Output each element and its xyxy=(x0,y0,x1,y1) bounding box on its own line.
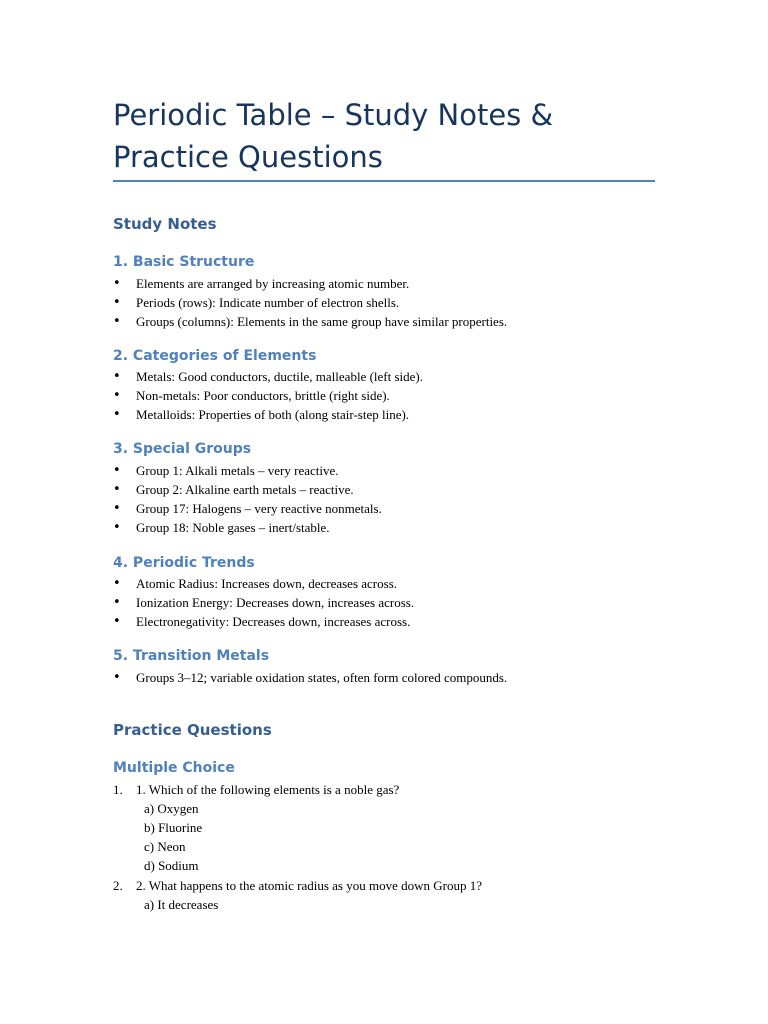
answer-option: a) It decreases xyxy=(144,897,219,912)
list-item: • Periods (rows): Indicate number of electron shells. xyxy=(113,295,400,310)
study-notes-heading: Study Notes xyxy=(113,215,217,233)
list-item: • Group 2: Alkaline earth metals – reactive. xyxy=(113,482,354,497)
bullet-icon: • xyxy=(113,276,121,291)
bullet-list-special-groups xyxy=(113,461,713,537)
bullet-icon: • xyxy=(113,369,121,384)
list-item: • Groups 3–12; variable oxidation states, often form colored compounds. xyxy=(113,670,508,685)
bullet-icon: • xyxy=(113,595,121,610)
list-item: • Metalloids: Properties of both (along stair-step line). xyxy=(113,407,410,422)
bullet-icon: • xyxy=(113,388,121,403)
list-item: • Group 1: Alkali metals – very reactive. xyxy=(113,463,339,478)
bullet-icon: • xyxy=(113,670,121,685)
list-item: • Ionization Energy: Decreases down, increases across. xyxy=(113,595,415,610)
section-heading-transition-metals: 5. Transition Metals xyxy=(113,648,270,664)
list-item: • Metals: Good conductors, ductile, malleable (left side). xyxy=(113,369,423,384)
title-divider xyxy=(113,180,655,182)
section-heading-basic-structure: 1. Basic Structure xyxy=(113,254,255,270)
bullet-list-transition-metals xyxy=(113,668,713,687)
bullet-icon: • xyxy=(113,407,121,422)
bullet-icon: • xyxy=(113,520,121,535)
practice-questions-heading: Practice Questions xyxy=(113,721,272,739)
list-item: • Non-metals: Poor conductors, brittle (right side). xyxy=(113,388,390,403)
question-number: 2. xyxy=(113,878,123,893)
bullet-list-basic-structure xyxy=(113,274,713,331)
bullet-icon: • xyxy=(113,482,121,497)
bullet-list-periodic-trends xyxy=(113,574,713,631)
list-item: • Elements are arranged by increasing atomic number. xyxy=(113,276,410,291)
list-item: • Electronegativity: Decreases down, increases across. xyxy=(113,614,411,629)
bullet-list-categories xyxy=(113,367,713,424)
question-text: 1. Which of the following elements is a noble gas? xyxy=(136,782,400,797)
bullet-icon: • xyxy=(113,501,121,516)
answer-option: c) Neon xyxy=(144,839,186,854)
list-item: • Atomic Radius: Increases down, decreases across. xyxy=(113,576,397,591)
question-1 xyxy=(113,780,399,799)
bullet-icon: • xyxy=(113,576,121,591)
bullet-icon: • xyxy=(113,463,121,478)
list-item: • Group 17: Halogens – very reactive nonmetals. xyxy=(113,501,382,516)
answer-option: a) Oxygen xyxy=(144,801,199,816)
list-item: • Groups (columns): Elements in the same group have similar properties. xyxy=(113,314,508,329)
section-heading-periodic-trends: 4. Periodic Trends xyxy=(113,555,255,571)
question-number: 1. xyxy=(113,782,123,797)
question-text: 2. What happens to the atomic radius as you move down Group 1? xyxy=(136,878,482,893)
list-item: • Group 18: Noble gases – inert/stable. xyxy=(113,520,330,535)
section-heading-special-groups: 3. Special Groups xyxy=(113,441,252,457)
bullet-icon: • xyxy=(113,614,121,629)
bullet-icon: • xyxy=(113,295,121,310)
multiple-choice-heading: Multiple Choice xyxy=(113,760,235,776)
bullet-icon: • xyxy=(113,314,121,329)
document-title: Periodic Table – Study Notes & Practice Questions xyxy=(113,98,554,174)
answer-option: d) Sodium xyxy=(144,858,199,873)
question-2 xyxy=(113,876,482,895)
section-heading-categories: 2. Categories of Elements xyxy=(113,348,317,364)
answer-option: b) Fluorine xyxy=(144,820,203,835)
